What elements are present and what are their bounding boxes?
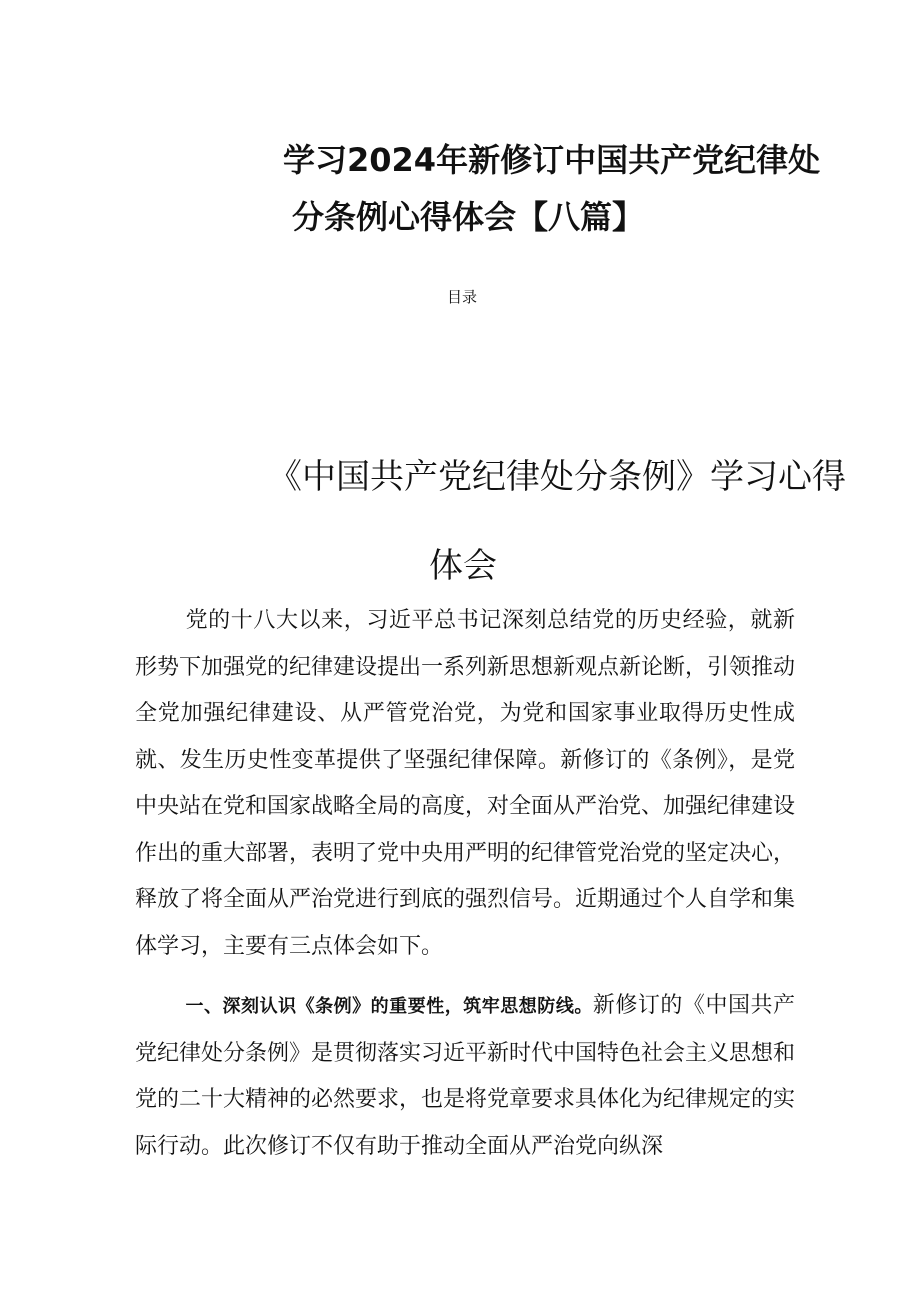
paragraph-1-text: 党的十八大以来，习近平总书记深刻总结党的历史经验，就新形势下加强党的纪律建设提出一系列新思想新观点新论断，引领推动全党加强纪律建设、从严管党治党，为党和国家事业取得历史性成就、发生历史性变革提供了坚强纪律保障。新修订的《条例》，是党中央站在党和国家战略全局的高度，对全面从严治党、加强纪律建设作出的重大部署，表明了党中央用严明的纪律管党治党的坚定决心，释放了将全面从严治党进行到底的强烈信号。近期通过个人自学和集体学习，主要有三点体会如下。 xyxy=(135,608,796,959)
section-title-line-2: 体会 xyxy=(429,546,497,586)
body-paragraph-2 xyxy=(135,983,795,1170)
section-title-line-1: 《中国共产党纪律处分条例》学习心得 xyxy=(268,457,846,497)
body-paragraph-1 xyxy=(135,598,795,970)
paragraph-2-text: 新修订的《中国共产党纪律处分条例》是贯彻落实习近平新时代中国特色社会主义思想和党的二十大精神的必然要求，也是将党章要求具体化为纪律规定的实际行动。此次修订不仅有助于推动全面从严治党向纵深 xyxy=(135,993,796,1159)
table-of-contents-label: 目录 xyxy=(447,288,478,306)
document-title-line-1: 学习2024年新修订中国共产党纪律处 xyxy=(283,141,821,179)
document-title-line-2: 分条例心得体会【八篇】 xyxy=(292,198,645,236)
paragraph-2-lead-heading: 一、深刻认识《条例》的重要性，筑牢思想防线。 xyxy=(185,996,593,1017)
